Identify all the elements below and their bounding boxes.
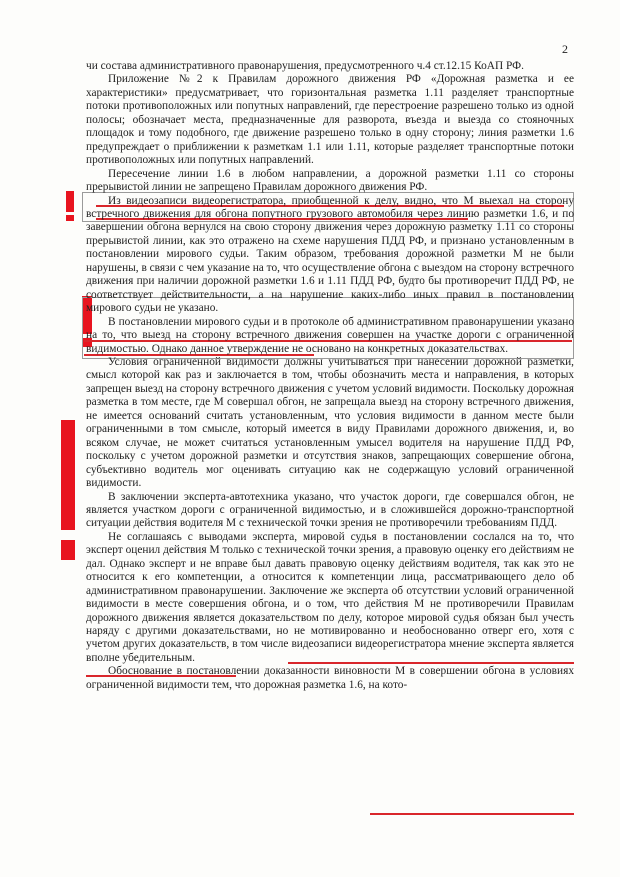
paragraph-3: Пересечение линии 1.6 в любом направлении, а дорожной разметки 1.11 со стороны прерывистой линии не запрещено Правилам дорожного движения РФ. [86,167,574,194]
body-text [86,60,574,692]
paragraph-6: Условия ограниченной видимости должны учитываться при нанесении дорожной разметки, смысл которой как раз и заключается в том, чтобы обозначить места и направления, в которых запрещен выезд на сторону встречного движения с учетом условий видимости. Поскольку дорожная разметка в том месте, где М совершал обгон, не запрещала выезд на сторону встречного движения, не имеется оснований считать установленным, что условия видимости в данном месте были ограниченными в том смысле, который имеется в виду Правилами дорожного движения, и, во всяком случае, не может считаться установленным умысел водителя на нарушение ПДД РФ, поскольку с учетом дорожной разметки и отсутствия знаков, запрещающих совершение обгона, субъективно водитель мог оценивать ситуацию как не содержащую условий ограниченной видимости. [86,355,574,490]
paragraph-9: Обоснование в постановлении доказанности виновности М в совершении обгона в условиях ограниченной видимости тем, что дорожная разметка 1.6, на кото- [86,665,574,691]
paragraph-4: Из видеозаписи видеорегистратора, приобщенной к делу, видно, что М выехал на сторону встречного движения для обгона попутного грузового автомобиля через линию разметки 1.6, и по завершении обгона вернулся на свою сторону движения через дорожную разметку 1.11 со стороны прерывистой линии, как это отражено на схеме нарушения ПДД РФ, и признано установленным в постановлении мирового судьи. Таким образом, требования дорожной разметки М не были нарушены, в связи с чем указание на то, что осуществление обгона с выездом на сторону встречного движения при наличии дорожной разметки 1.6 и 1.11 ПДД РФ, будто бы противоречит ПДД РФ, не соответствует действительности, а на нарушение каких-либо иных правил в постановлении мирового судьи не указано. [86,194,574,315]
red-underline-7 [370,813,574,815]
paragraph-5: В постановлении мирового судьи и в протоколе об административном правонарушении указано на то, что выезд на сторону встречного движения совершен на участке дороги с ограниченной видимостью. Однако данное утверждение не основано на конкретных доказательствах. [86,315,574,355]
paragraph-8: Не соглашаясь с выводами эксперта, мировой судья в постановлении сослался на то, что эксперт оценил действия М только с технической точки зрения, а правовую оценку его действиям не дал. Однако эксперт и не вправе был давать правовую оценку действиям водителя, так как это не относится к его компетенции, а относится к компетенции лица, рассматривающего дело об административном правонарушении. Заключение же эксперта об отсутствии условий ограниченной видимости в месте совершения обгона, и о том, что действия М не противоречили Правилам дорожного движения является доказательством по делу, которое мировой судья обязан был учесть наряду с другими доказательствами, но не мотивированно и необоснованно отверг его, хотя с учетом других доказательств, в том числе видеозаписи видеорегистратора мнение эксперта является вполне убедительным. [86,530,574,664]
page-number: 2 [562,42,568,56]
paragraph-7: В заключении эксперта-автотехника указано, что участок дороги, где совершался обгон, не является участком дороги с ограниченной видимостью, и в сложившейся дорожно-транспортной ситуации действия водителя М с технической точки зрения не противоречили требованиям ПДД. [86,490,574,530]
paragraph-2: Приложение №2 к Правилам дорожного движения РФ «Дорожная разметка и ее характеристики» предусматривает, что горизонтальная разметка 1.11 разделяет транспортные потоки противоположных или попутных направлений, где перестроение разрешено только из одной полосы; обозначает места, предназначенные для разворота, въезда и выезда со стояночных площадок и тому подобного, где движение разрешено только в одну сторону; линия разметки 1.6 предупреждает о приближении к разметкам 1.1 или 1.11, которые разделяет транспортные потоки противоположных или попутных направлений. [86,73,574,167]
paragraph-1: чи состава административного правонарушения, предусмотренного ч.4 ст.12.15 КоАП РФ. [86,60,524,72]
